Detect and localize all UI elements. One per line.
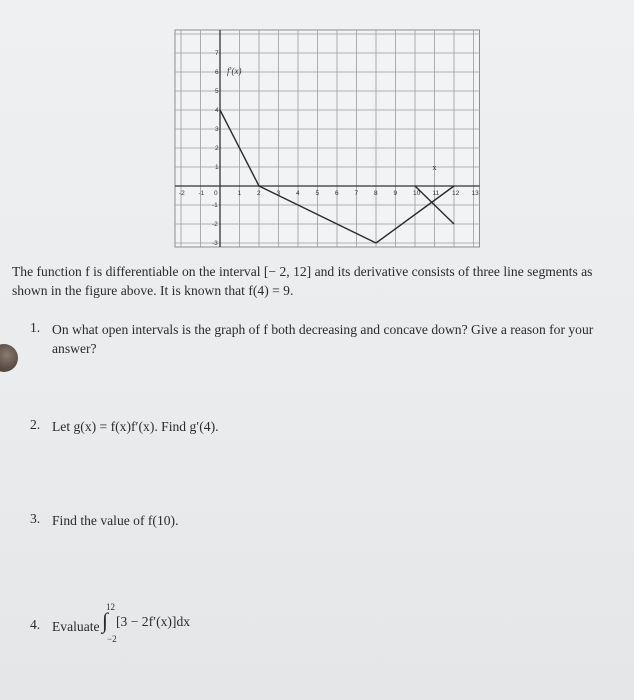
y-tick-label: 1	[215, 164, 219, 171]
x-tick-label: 6	[335, 190, 339, 197]
graph-grid	[175, 30, 480, 247]
question-2-number: 2.	[30, 417, 41, 432]
y-tick-label: -3	[212, 240, 218, 247]
y-tick-label: 7	[215, 50, 219, 57]
definite-integral	[102, 602, 222, 650]
question-3-text: Find the value of f(10).	[52, 513, 179, 528]
x-tick-label: 5	[315, 190, 320, 197]
question-2-text: Let g(x) = f(x)f′(x). Find g′(4).	[52, 419, 219, 434]
derivative-graph	[165, 16, 485, 252]
question-4-prefix: Evaluate	[52, 619, 100, 634]
integral-symbol: ∫	[102, 608, 109, 633]
y-tick-label: 4	[215, 107, 219, 114]
intro-line-1: The function f is differentiable on the interval [− 2, 12] and its derivative consists of three line segments as	[12, 264, 593, 279]
curve-label: f′(x)	[227, 66, 242, 76]
x-tick-label: 3	[276, 190, 281, 197]
y-tick-label: 5	[215, 88, 219, 95]
integrand: [3 − 2f′(x)]dx	[116, 614, 191, 629]
y-tick-label: -2	[212, 221, 218, 228]
binder-hole	[0, 344, 18, 372]
x-tick-label: 9	[393, 190, 398, 197]
question-1-number: 1.	[30, 320, 41, 335]
y-tick-label: 6	[215, 69, 219, 76]
x-tick-label: 8	[374, 190, 378, 197]
x-tick-label: -2	[179, 190, 185, 197]
x-tick-label: 4	[296, 190, 300, 197]
graph-marker: x	[432, 163, 437, 172]
question-3-number: 3.	[30, 511, 41, 526]
x-tick-label: 0	[214, 190, 218, 197]
integral-upper-bound: 12	[106, 602, 115, 612]
y-tick-label: 2	[215, 145, 219, 152]
question-4-number: 4.	[30, 617, 41, 632]
integral-lower-bound: −2	[107, 634, 117, 644]
grid-frame	[175, 30, 480, 247]
problem-intro	[12, 262, 628, 300]
x-tick-label: 12	[452, 190, 460, 197]
question-1-line-1: On what open intervals is the graph of f both decreasing and concave down? Give a reason for your	[52, 322, 594, 337]
y-tick-label: 3	[215, 126, 219, 133]
y-tick-label: -1	[212, 202, 218, 209]
x-tick-label: 10	[413, 190, 421, 197]
x-tick-label: 13	[471, 190, 479, 197]
x-tick-label: -1	[198, 190, 205, 197]
x-tick-label: 11	[432, 190, 440, 197]
intro-line-2: shown in the figure above. It is known that f(4) = 9.	[12, 283, 294, 298]
x-tick-label: 2	[257, 190, 261, 197]
x-tick-label: 7	[354, 190, 359, 197]
question-1-text	[52, 320, 628, 358]
question-1-line-2: answer?	[52, 341, 97, 356]
x-tick-label: 1	[237, 190, 242, 197]
